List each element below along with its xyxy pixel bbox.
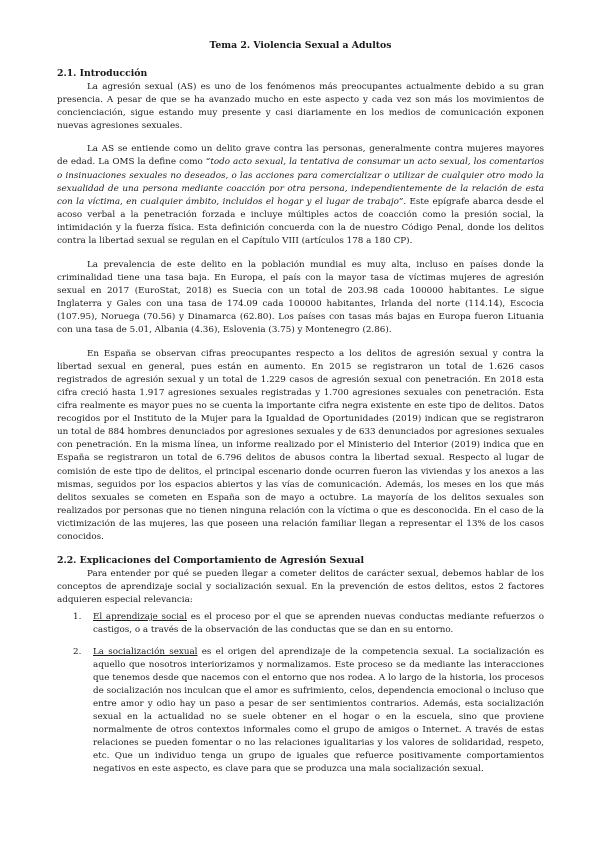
factors-list xyxy=(57,611,544,777)
section-heading-introduccion: 2.1. Introducción xyxy=(57,68,148,79)
paragraph-2 xyxy=(57,143,544,248)
list-item-term: El aprendizaje social xyxy=(93,611,188,622)
list-item-term: La socialización sexual xyxy=(93,646,198,657)
document-page xyxy=(57,40,544,785)
paragraph-2-start: La AS se entiende como un delito grave contra las personas, generalmente contra mujeres mayores de edad. La OMS la define como xyxy=(57,144,544,168)
list-item xyxy=(57,611,544,637)
section2-intro: Para entender por qué se pueden llegar a cometer delitos de carácter sexual, debemos hablar de los conceptos de aprendizaje social y socialización sexual. En la prevención de estos delitos, estos 2 factores adquieren especial relevancia: xyxy=(57,568,544,605)
list-item xyxy=(57,646,544,777)
paragraph-4: En España se observan cifras preocupantes respecto a los delitos de agresión sexual y contra la libertad sexual en general, pues están en aumento. En 2015 se registraron un total de 1.626 casos registrados de agresión sexual y un total de 1.229 casos de agresión sexual con penetración. En 2018 esta cifra creció hasta 1.917 agresiones sexuales registradas y 1.700 agresiones sexuales con penetración. Esta cifra realmente es mayor pues no se cuenta la importante cifra negra existente en este tipo de delitos. Datos recogidos por el Instituto de la Mujer para la Igualdad de Oportunidades (2019) indican que se registraron un total de 884 hombres denunciados por agresiones sexuales y de 633 denunciados por agresiones sexuales con penetración. En la misma línea, un informe realizado por el Ministerio del Interior (2019) indica que en España se registraron un total de 6.796 delitos de abusos contra la libertad sexual. Respecto al lugar de comisión de este tipo de delitos, el principal escenario donde ocurren fueron las viviendas y los anexos a las mismas, seguidos por los espacios abiertos y las vías de comunicación. Además, los meses en los que más delitos sexuales se cometen en España son de mayo a octubre. La mayoría de los delitos sexuales son realizados por personas que no tienen ninguna relación con la víctima o que es desconocida. En el caso de la victimización de las mujeres, las que poseen una relación familiar llegan a representar el 13% de los casos conocidos. xyxy=(57,348,544,542)
list-item-text: es el origen del aprendizaje de la competencia sexual. La socialización es aquello que nosotros interiorizamos y normalizamos. Este proceso se da mediante las interacciones que tenemos desde que nacemos con el entorno que nos rodea. A lo largo de la historia, los procesos de socialización nos inculcan que el amor es sufrimiento, celos, dependencia emocional o incluso que entre amor y odio hay un paso a pesar de ser sentimientos contrarios. Además, esta socialización sexual en la actualidad no se suele obtener en el hogar o en la escuela, sino que proviene normalmente de otros contextos informales como el grupo de amigos o Internet. A través de estas relaciones se pueden fomentar o no las relaciones igualitarias y los valores de solidaridad, respeto, etc. Que un individuo tenga un grupo de iguales que refuerce positivamente comportamientos negativos en este aspecto, es clave para que se produzca una mala socialización sexual. xyxy=(93,646,544,775)
list-item-number: 1. xyxy=(73,611,82,622)
oms-definition-quote: “todo acto sexual, la tentativa de consumar un acto sexual, los comentarios o insinuaciones sexuales no deseados, o las acciones para comercializar o utilizar de cualquier otro modo la sexualidad de una persona mediante coacción por otra persona, independientemente de la relación de esta con la víctima, en cualquier ámbito, incluidos el hogar y el lugar de trabajo” xyxy=(57,157,544,207)
list-item-text: es el proceso por el que se aprenden nuevas conductas mediante refuerzos o castigos, o a través de la observación de las conductas que se dan en su entorno. xyxy=(93,611,545,635)
paragraph-2-end: . Este epígrafe abarca desde el acoso verbal a la penetración forzada e incluye múltiples actos de coacción como la presión social, la intimidación y la fuerza física. Esta definición concuerda con la de nuestro Código Penal, donde los delitos contra la libertad sexual se regulan en el Capítulo VIII (artículos 178 a 180 CP). xyxy=(57,196,544,247)
list-item-number: 2. xyxy=(73,646,82,657)
paragraph-1: La agresión sexual (AS) es uno de los fenómenos más preocupantes actualmente debido a su gran presencia. A pesar de que se ha avanzado mucho en este aspecto y cada vez son más los movimientos de concienciación, sigue estando muy presente y casi diariamente en los medios de comunicación exponen nuevas agresiones sexuales. xyxy=(57,82,544,132)
section-heading-explicaciones: 2.2. Explicaciones del Comportamiento de Agresión Sexual xyxy=(57,554,365,566)
paragraph-3: La prevalencia de este delito en la población mundial es muy alta, incluso en países donde la criminalidad tiene una tasa baja. En Europa, el país con la mayor tasa de víctimas mujeres de agresión sexual en 2017 (EuroStat, 2018) es Suecia con un total de 203.98 cada 100000 habitantes. Le sigue Inglaterra y Gales con una tasa de 174.09 cada 100000 habitantes, Irlanda del norte (114.14), Escocia (107.95), Noruega (70.56) y Dinamarca (62.80). Los países con tasas más bajas en Europa fueron Lituania con una tasa de 5.01, Albania (4.36), Eslovenia (3.75) y Montenegro (2.86). xyxy=(57,259,544,336)
document-title: Tema 2. Violencia Sexual a Adultos xyxy=(209,40,392,51)
